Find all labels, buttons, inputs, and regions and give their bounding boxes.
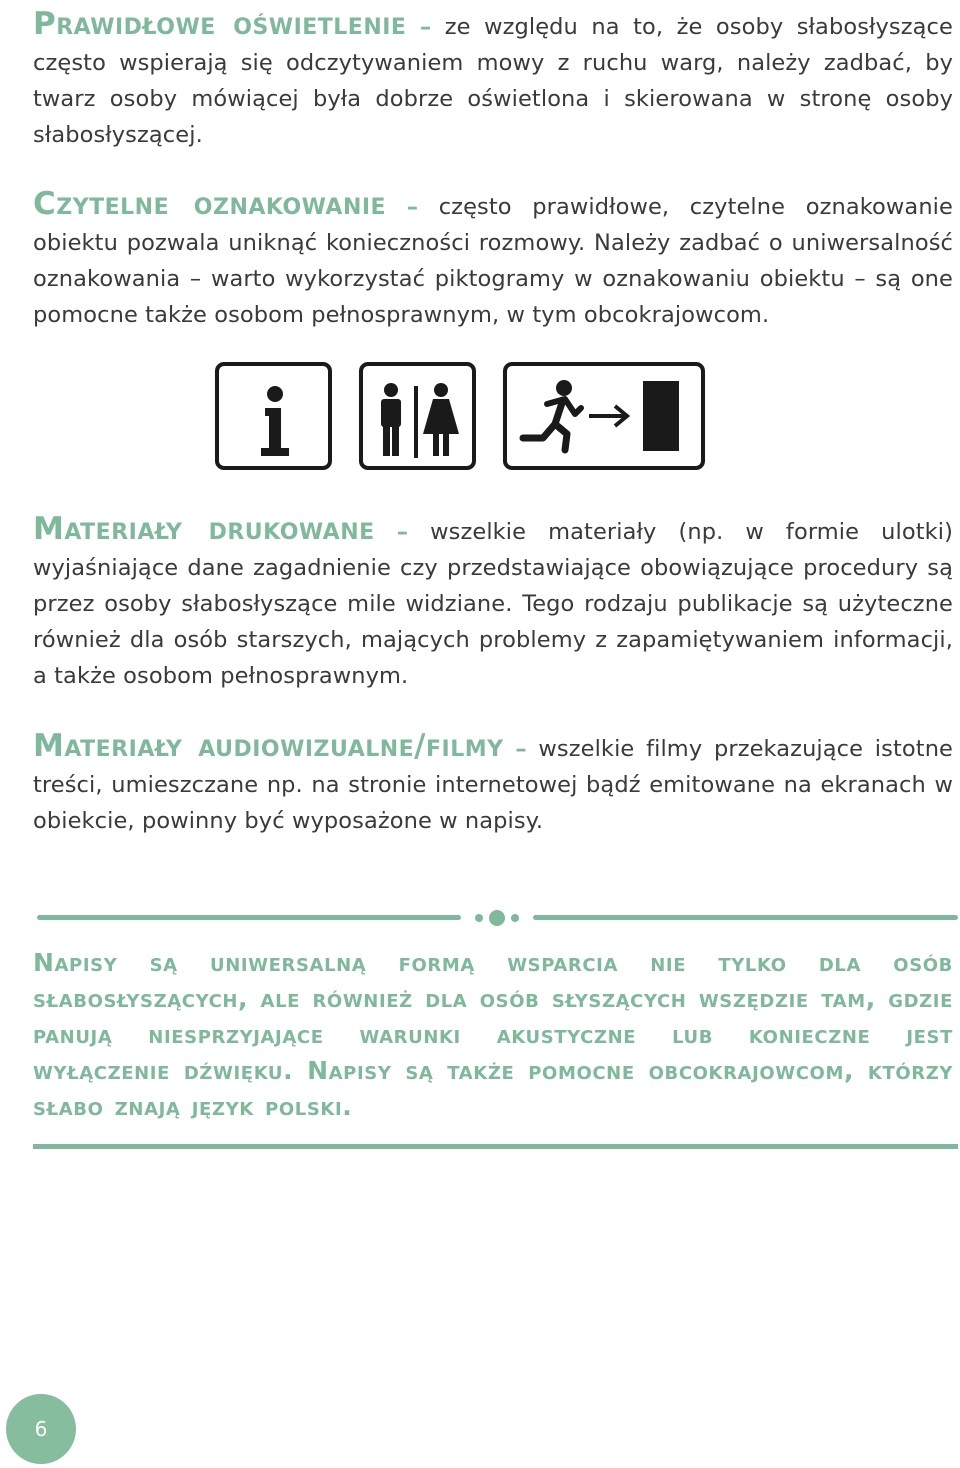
section-heading: Materiały drukowane bbox=[33, 511, 375, 547]
bottom-rule bbox=[33, 1144, 958, 1149]
section-text: wszelkie materiały (np. w formie ulotki) wyjaśniające dane zagadnienie czy przedstawiające obowiązujące procedury są przez osoby słabosłyszące mile widziane. Tego rodzaju publikacje są użyteczne również dla osób starszych, mających problemy z zapamiętywaniem informacji, a także osobom pełnosprawnym. bbox=[33, 519, 953, 689]
page-number: 6 bbox=[34, 1417, 48, 1441]
heading-dash: – bbox=[396, 519, 409, 545]
page-number-badge bbox=[6, 1394, 76, 1464]
section-lighting bbox=[33, 6, 953, 153]
ornament-divider bbox=[33, 905, 958, 931]
information-icon bbox=[215, 362, 332, 470]
section-printed-materials bbox=[33, 511, 953, 694]
section-signage bbox=[33, 186, 953, 333]
heading-dash: – bbox=[515, 736, 527, 762]
subtitles-highlight: Napisy są uniwersalną formą wsparcia nie tylko dla osób słabosłyszących, ale również dla osób słyszących wszędzie tam, gdzie panują niesprzyjające warunki akustyczne lub konieczne jest wyłączenie dźwięku. Napisy są także pomocne obcokrajowcom, którzy słabo znają język polski. bbox=[33, 948, 953, 1121]
section-heading: Czytelne oznakowanie bbox=[33, 186, 387, 222]
section-text: wszelkie filmy przekazujące istotne treści, umieszczane np. na stronie internetowej bądź emitowane na ekranach w obiekcie, powinny być wyposażone w napisy. bbox=[33, 736, 953, 834]
section-text: ze względu na to, że osoby słabosłyszące często wspierają się odczytywaniem mowy z ruchu warg, należy zadbać, by twarz osoby mówiącej była dobrze oświetlona i skierowana w stronę osoby słabosłyszącej. bbox=[33, 14, 953, 148]
heading-dash: – bbox=[406, 194, 419, 220]
section-text: często prawidłowe, czytelne oznakowanie obiektu pozwala uniknąć konieczności rozmowy. Należy zadbać o uniwersalność oznakowania – warto wykorzystać piktogramy w oznakowaniu obiektu – są one pomocne także osobom pełnosprawnym, w tym obcokrajowcom. bbox=[33, 194, 953, 328]
section-audiovisual bbox=[33, 728, 953, 839]
section-heading: Prawidłowe oświetlenie bbox=[33, 6, 407, 42]
restroom-icon bbox=[359, 362, 476, 470]
heading-dash: – bbox=[419, 14, 432, 40]
emergency-exit-icon bbox=[503, 362, 705, 470]
section-heading: Materiały audiowizualne/filmy bbox=[33, 728, 504, 764]
